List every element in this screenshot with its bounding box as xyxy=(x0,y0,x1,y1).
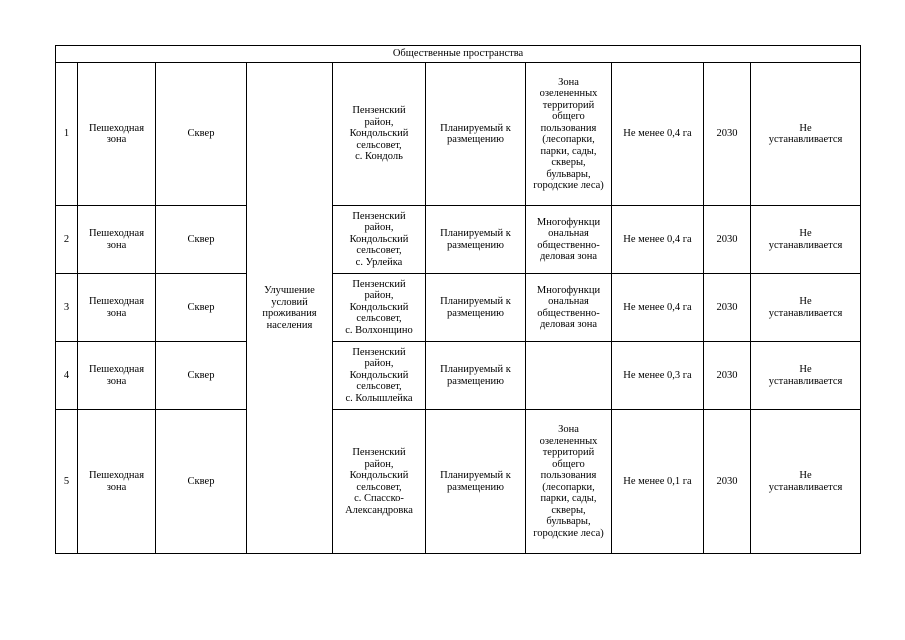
year-cell: 2030 xyxy=(704,274,751,342)
area-cell: Не менее 0,1 га xyxy=(612,410,704,554)
year-cell: 2030 xyxy=(704,410,751,554)
status-cell: Планируемый к размещению xyxy=(426,274,526,342)
year-cell: 2030 xyxy=(704,63,751,206)
zone-cell: Пешеходная зона xyxy=(78,63,156,206)
section-title-row xyxy=(56,46,861,63)
object-cell: Сквер xyxy=(156,342,247,410)
functional-zone-cell: Зона озелененных территорий общего пользования (лесопарки, парки, сады, скверы, бульвары, городские леса) xyxy=(526,63,612,206)
purpose-cell: Улучшение условий проживания населения xyxy=(247,63,333,554)
table-row xyxy=(56,206,861,274)
location-cell: Пензенский район, Кондольский сельсовет, с. Колышлейка xyxy=(333,342,426,410)
area-cell: Не менее 0,3 га xyxy=(612,342,704,410)
section-title: Общественные пространства xyxy=(56,46,861,63)
location-cell: Пензенский район, Кондольский сельсовет, с. Кондоль xyxy=(333,63,426,206)
row-number: 2 xyxy=(56,206,78,274)
zone-cell: Пешеходная зона xyxy=(78,342,156,410)
area-cell: Не менее 0,4 га xyxy=(612,63,704,206)
location-cell: Пензенский район, Кондольский сельсовет, с. Волхонщино xyxy=(333,274,426,342)
restriction-cell: Не устанавливается xyxy=(751,63,861,206)
status-cell: Планируемый к размещению xyxy=(426,206,526,274)
restriction-cell: Не устанавливается xyxy=(751,410,861,554)
status-cell: Планируемый к размещению xyxy=(426,410,526,554)
table-row xyxy=(56,342,861,410)
table-row xyxy=(56,63,861,206)
restriction-cell: Не устанавливается xyxy=(751,206,861,274)
area-cell: Не менее 0,4 га xyxy=(612,206,704,274)
functional-zone-cell: Многофункци ональная общественно- деловая зона xyxy=(526,206,612,274)
location-cell: Пензенский район, Кондольский сельсовет, с. Урлейка xyxy=(333,206,426,274)
row-number: 4 xyxy=(56,342,78,410)
area-cell: Не менее 0,4 га xyxy=(612,274,704,342)
object-cell: Сквер xyxy=(156,63,247,206)
row-number: 5 xyxy=(56,410,78,554)
objects-table xyxy=(55,45,861,554)
object-cell: Сквер xyxy=(156,274,247,342)
table-row xyxy=(56,410,861,554)
restriction-cell: Не устанавливается xyxy=(751,342,861,410)
zone-cell: Пешеходная зона xyxy=(78,206,156,274)
row-number: 3 xyxy=(56,274,78,342)
functional-zone-cell xyxy=(526,342,612,410)
table-row xyxy=(56,274,861,342)
zone-cell: Пешеходная зона xyxy=(78,410,156,554)
zone-cell: Пешеходная зона xyxy=(78,274,156,342)
status-cell: Планируемый к размещению xyxy=(426,342,526,410)
functional-zone-cell: Многофункци ональная общественно- деловая зона xyxy=(526,274,612,342)
year-cell: 2030 xyxy=(704,206,751,274)
year-cell: 2030 xyxy=(704,342,751,410)
object-cell: Сквер xyxy=(156,410,247,554)
row-number: 1 xyxy=(56,63,78,206)
status-cell: Планируемый к размещению xyxy=(426,63,526,206)
functional-zone-cell: Зона озелененных территорий общего пользования (лесопарки, парки, сады, скверы, бульвары, городские леса) xyxy=(526,410,612,554)
location-cell: Пензенский район, Кондольский сельсовет, с. Спасско- Александровка xyxy=(333,410,426,554)
restriction-cell: Не устанавливается xyxy=(751,274,861,342)
object-cell: Сквер xyxy=(156,206,247,274)
